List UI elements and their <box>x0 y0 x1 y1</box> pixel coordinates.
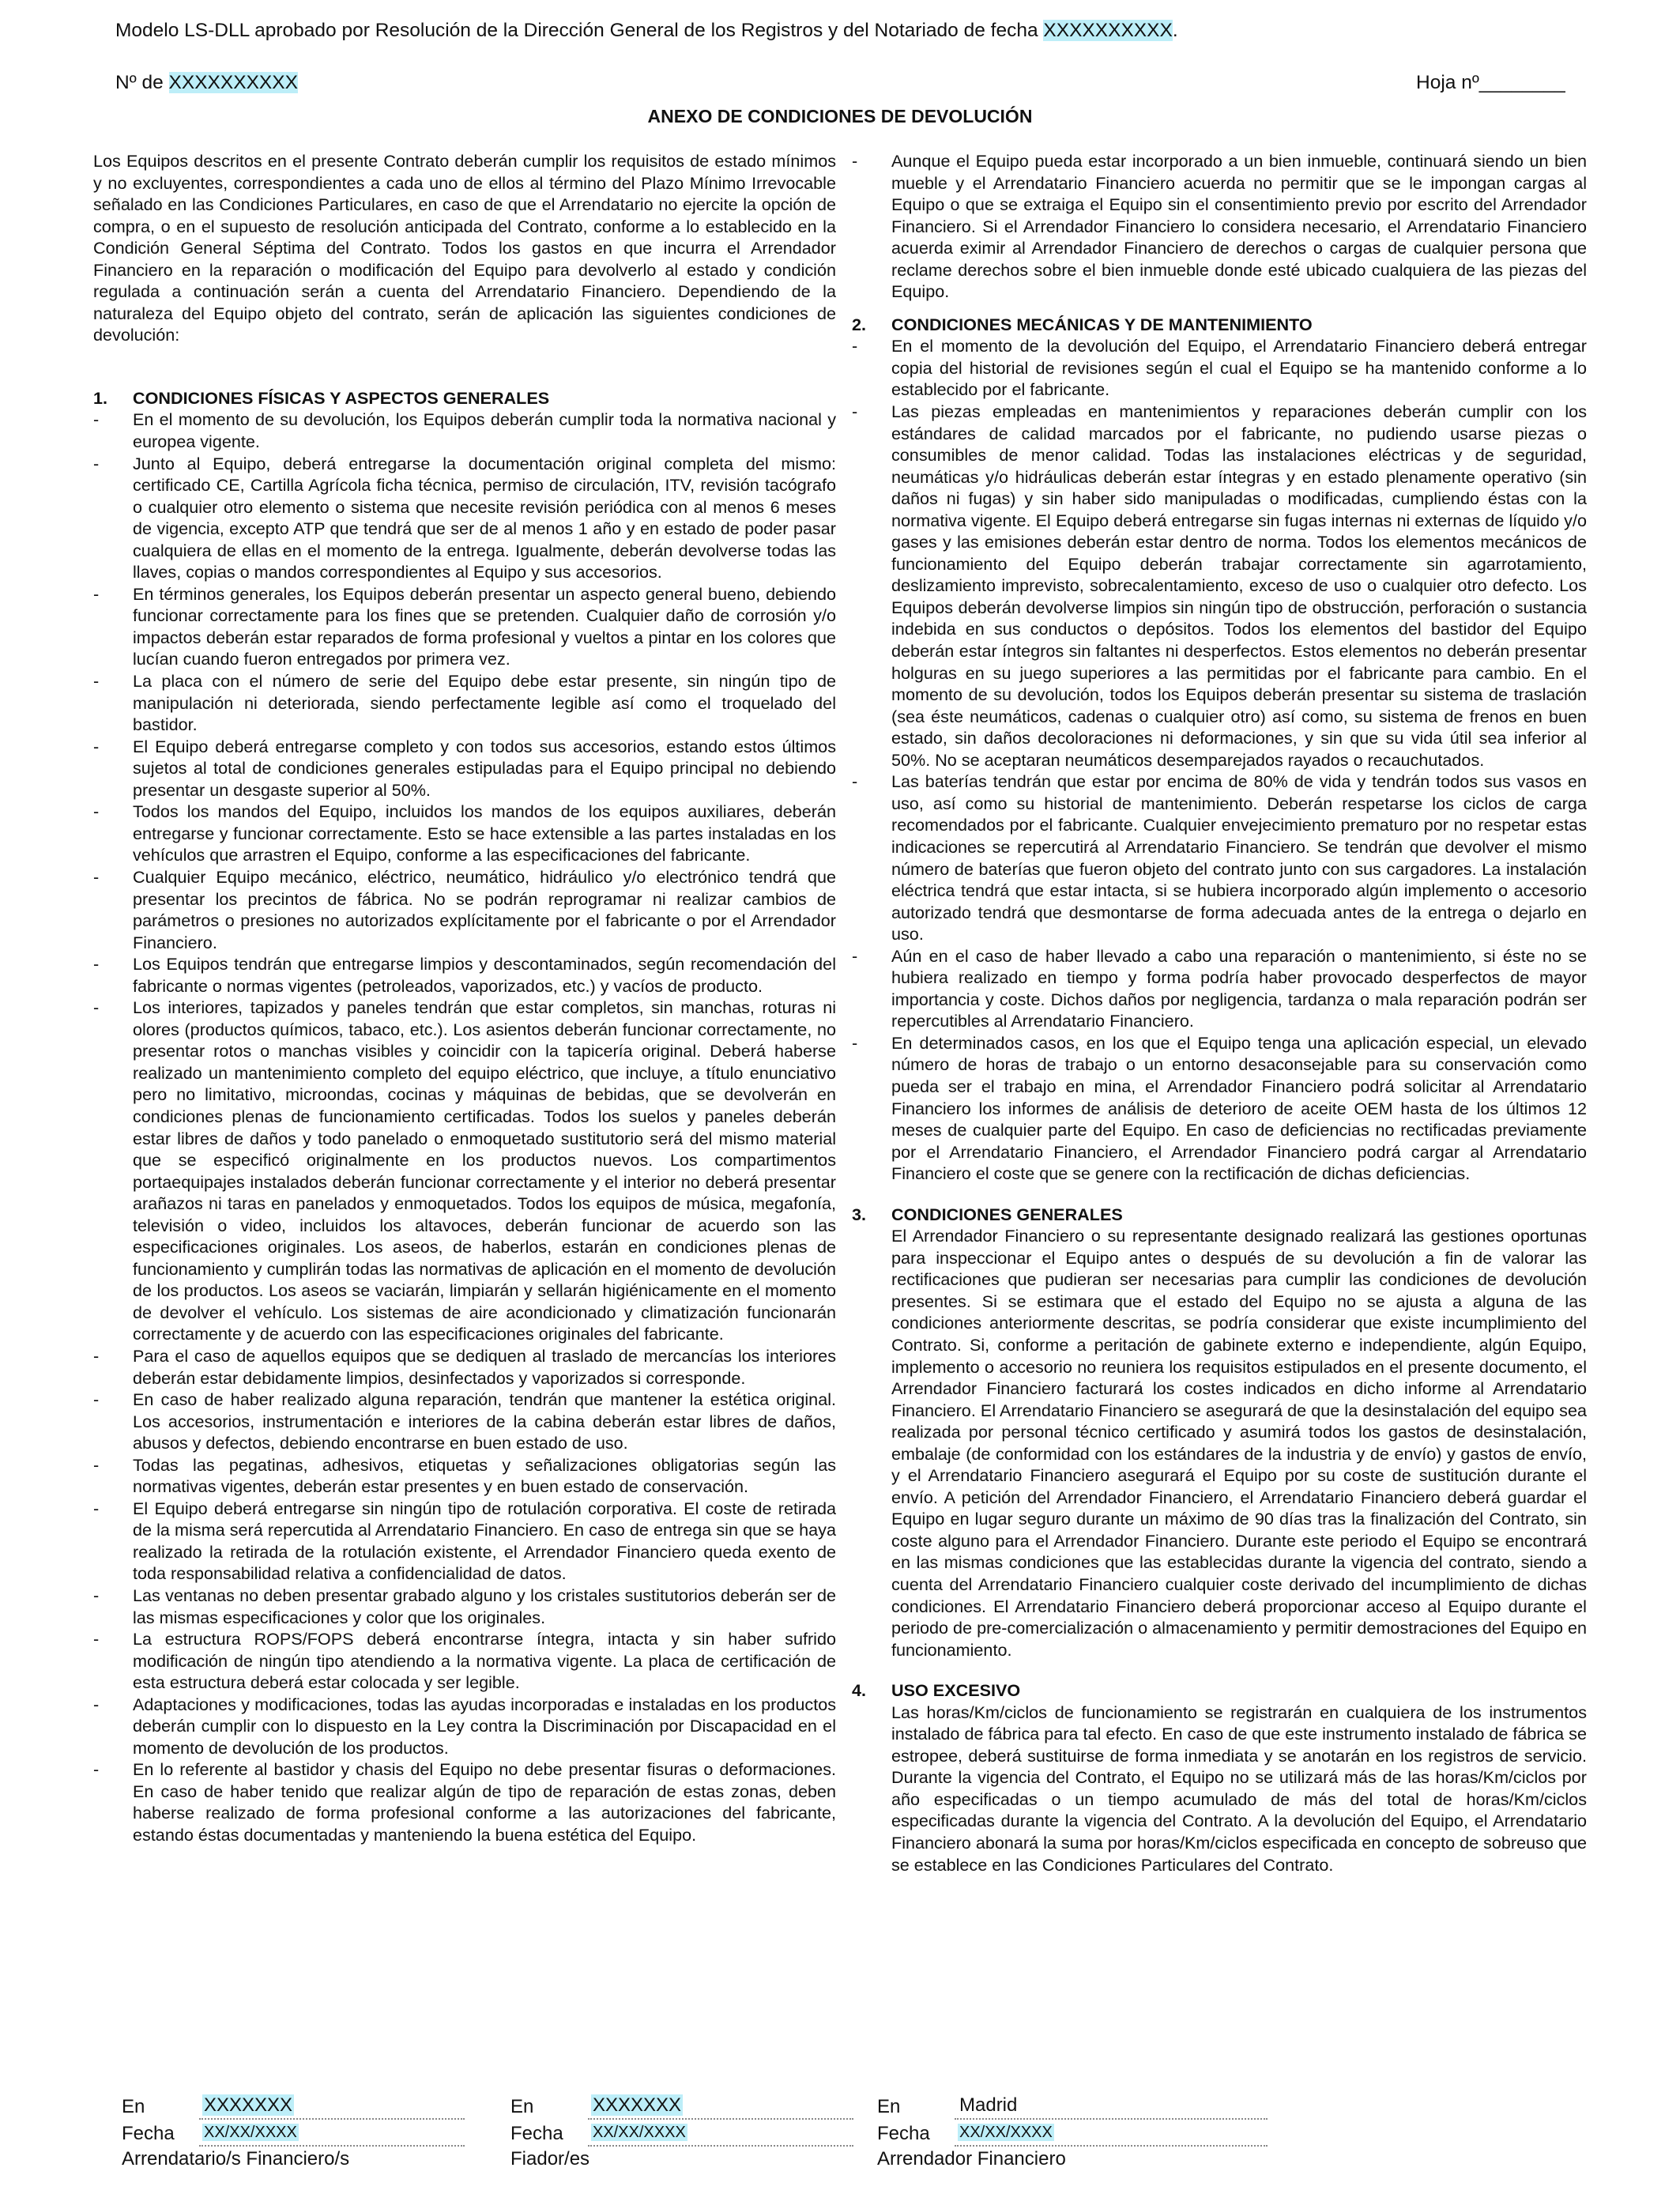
model-approval-text: Modelo LS-DLL aprobado por Resolución de la Dirección General de los Registros y del Notariado de fecha <box>115 20 1044 41</box>
list-item: - En términos generales, los Equipos deberán presentar un aspecto general bueno, debiendo funcionar correctamente para los fines que se pretenden. Cualquier daño de corrosión y/o impactos deberán estar reparados de forma profesional y vueltos a pintar en los colores que lucían cuando fueron entregados por primera vez. <box>93 583 836 670</box>
section-1-list <box>93 409 836 1845</box>
date-value: XX/XX/XXXX <box>593 2124 686 2141</box>
section-3-number: 3. <box>852 1204 867 1224</box>
sheet-number: Hoja nº________ <box>1416 72 1565 93</box>
list-item: - En determinados casos, en los que el Equipo tenga una aplicación especial, un elevado número de horas de trabajo o un entorno desaconsejable para su conservación como pueda ser el trabajo en mina, el Arrendador Financiero podrá solicitar al Arrendatario Financiero los informes de análisis de deterioro de aceite OEM hasta de los últimos 12 meses de cualquier parte del Equipo. En caso de deficiencias no rectificadas previamente por el Arrendatario Financiero, el Arrendador Financiero podrá cargar al Arrendatario Financiero el coste que se genere con la rectificación de dichas deficiencias. <box>852 1032 1587 1185</box>
signature-block-lessor <box>877 2093 1272 2172</box>
section-2-number: 2. <box>852 314 867 334</box>
place-field[interactable] <box>199 2093 465 2120</box>
page-title: ANEXO DE CONDICIONES DE DEVOLUCIÓN <box>647 106 1033 126</box>
list-item: - Todas las pegatinas, adhesivos, etiquetas y señalizaciones obligatorias según las normativas vigentes, deberán estar presentes y en buen estado de conservación. <box>93 1454 836 1498</box>
signature-block-guarantor <box>510 2093 858 2172</box>
model-approval-end: . <box>1172 20 1178 41</box>
section-2-title: CONDICIONES MECÁNICAS Y DE MANTENIMIENTO <box>891 314 1313 334</box>
section-4-heading <box>852 1679 1587 1702</box>
date-label: Fecha <box>510 2123 563 2144</box>
date-label: Fecha <box>122 2123 175 2144</box>
document-number <box>115 70 298 96</box>
place-field[interactable] <box>588 2093 853 2120</box>
date-value: XX/XX/XXXX <box>204 2124 297 2141</box>
date-field[interactable] <box>199 2120 465 2147</box>
list-item: - Las piezas empleadas en mantenimientos y reparaciones deberán cumplir con los estándares de calidad marcados por el fabricante, no pudiendo usarse piezas o consumibles de menor calidad. Todas las instalaciones eléctricas y de seguridad, neumáticas y/o hidráulicas deberán estar íntegras y en estado plenamente operativo (sin daños ni fugas) y sin haber sido manipuladas o modificadas, cumpliendo éstas con la normativa vigente. El Equipo deberá entregarse sin fugas internas ni externas de líquido y/o gases y las emisiones deberán estar dentro de norma. Todos los elementos mecánicos de funcionamiento del Equipo deberán trabajar correctamente sin agarrotamiento, deslizamiento imprevisto, sobrecalentamiento, exceso de uso o cualquier otro defecto. Los Equipos deberán devolverse limpios sin ningún tipo de obstrucción, perforación o sustancia indebida en sus conductos o depósitos. Todos los elementos del bastidor del Equipo deberán estar íntegros sin faltantes ni desperfectos. Estos elementos no deberán presentar holguras en su juego superiores a las permitidas por el fabricante para cambio. En el momento de su devolución, todos los Equipos deberán presentar su sistema de traslación (sea éste neumáticos, cadenas o cualquier otro) así como, su sistema de frenos en buen estado, sin daños decoloraciones ni deformaciones, y sin que su vida útil sea inferior al 50%. No se aceptaran neumáticos desemparejados rayados o recauchutados. <box>852 401 1587 771</box>
section-1-heading <box>93 387 836 409</box>
section-2-heading <box>852 314 1587 336</box>
section-2-list <box>852 335 1587 1184</box>
document-number-value: XXXXXXXXXX <box>168 72 298 93</box>
signer-role: Arrendador Financiero <box>877 2148 1066 2169</box>
place-value: Madrid <box>959 2094 1018 2116</box>
list-item: - El Equipo deberá entregarse sin ningún tipo de rotulación corporativa. El coste de retirada de la misma será repercutida al Arrendatario Financiero. En caso de entrega sin que se haya realizado la retirada de la rotulación existente, el Arrendador Financiero queda exento de toda responsabilidad relativa a confidencialidad de datos. <box>93 1498 836 1585</box>
left-column <box>93 150 836 1846</box>
list-item: - En lo referente al bastidor y chasis del Equipo no debe presentar fisuras o deformaciones. En caso de haber tenido que realizar algún de tipo de reparación de estas zonas, deben haberse realizado de forma profesional conforme a las autorizaciones del fabricante, estando éstas documentadas y manteniendo la buena estética del Equipo. <box>93 1759 836 1845</box>
place-value: XXXXXXX <box>593 2094 682 2116</box>
section-4-title: USO EXCESIVO <box>891 1680 1021 1701</box>
list-item: - Para el caso de aquellos equipos que se dediquen al traslado de mercancías los interiores deberán estar debidamente limpios, desinfectados y vaporizados si corresponde. <box>93 1345 836 1389</box>
place-label: En <box>877 2096 901 2117</box>
list-item: - Todos los mandos del Equipo, incluidos los mandos de los equipos auxiliares, deberán entregarse y funcionar correctamente. Esto se hace extensible a las partes instaladas en los vehículos que arrastren el Equipo, conforme a las especificaciones del fabricante. <box>93 801 836 866</box>
list-item: - Los Equipos tendrán que entregarse limpios y descontaminados, según recomendación del fabricante o normas vigentes (petroleados, vaporizados, etc.) y vacíos de producto. <box>93 953 836 997</box>
signature-block-lessee <box>122 2093 469 2172</box>
list-item: - El Equipo deberá entregarse completo y con todos sus accesorios, estando estos últimos sujetos al total de condiciones generales estipuladas para el Equipo principal no debiendo presentar un desgaste superior al 50%. <box>93 736 836 801</box>
list-item: - La estructura ROPS/FOPS deberá encontrarse íntegra, intacta y sin haber sufrido modificación de ningún tipo atendiendo a la normativa vigente. La placa de certificación de esta estructura deberá estar colocada y ser legible. <box>93 1628 836 1694</box>
model-approval-line <box>115 17 1617 44</box>
date-field[interactable] <box>955 2120 1268 2147</box>
section-1-title: CONDICIONES FÍSICAS Y ASPECTOS GENERALES <box>133 387 550 408</box>
signer-role: Fiador/es <box>510 2148 590 2169</box>
section-3-paragraph: El Arrendador Financiero o su representante designado realizará las gestiones oportunas para inspeccionar el Equipo antes o después de su devolución a fin de valorar las rectificaciones que pudieran ser necesarias para cumplir las condiciones de devolución presentes. Si se estimara que el estado del Equipo no se ajusta a alguna de las condiciones anteriormente descritas, se podría considerar que existe incumplimiento del Contrato. Si, conforme a peritación de gabinete externo e independiente, algún Equipo, implemento o accesorio no reuniera los requisitos estipulados en el presente documento, el Arrendador Financiero facturará los costes indicados en dicho informe al Arrendatario Financiero. El Arrendatario Financiero se asegurará de que la desinstalación del equipo sea realizada por personal técnico certificado y asumirá todos los gastos de desinstalación, embalaje (de conformidad con los estándares de la industria y de envío) y gastos de envío, y el Arrendatario Financiero asegurará el Equipo por su coste de sustitución durante el envío. A petición del Arrendador Financiero, el Arrendatario Financiero deberá guardar el Equipo en lugar seguro durante un máximo de 90 días tras la finalización del Contrato, sin coste alguno para el Arrendador Financiero. Durante este periodo el Equipo se encontrará en las mismas condiciones que las establecidas durante la vigencia del contrato, siendo a cuenta del Arrendatario Financiero cualquier coste derivado del incumplimiento de dichas condiciones. El Arrendatario Financiero deberá proporcionar acceso al Equipo durante el periodo de pre-comercialización o almacenamiento y permitir demostraciones del Equipo en funcionamiento. <box>891 1226 1587 1660</box>
place-label: En <box>510 2096 534 2117</box>
right-column <box>852 150 1587 1875</box>
place-field[interactable] <box>955 2093 1268 2120</box>
place-label: En <box>122 2096 145 2117</box>
list-item: - La placa con el número de serie del Equipo debe estar presente, sin ningún tipo de manipulación ni deteriorada, siendo perfectamente legible así como el troquelado del bastidor. <box>93 670 836 736</box>
section-3-heading <box>852 1204 1587 1226</box>
section-4-number: 4. <box>852 1680 867 1701</box>
continued-list <box>852 150 1587 303</box>
list-item: - Junto al Equipo, deberá entregarse la documentación original completa del mismo: certificado CE, Cartilla Agrícola ficha técnica, permiso de circulación, ITV, revisión tacógrafo o cualquier otro elemento o sistema que necesite revisión periódica con al menos 6 meses de vigencia, excepto ATP que tendrá que ser de al menos 1 año y en estado de poder pasar cualquiera de ellas en el momento de la entrega. Igualmente, deberán devolverse todas las llaves, copias o mandos correspondientes al Equipo y sus accesorios. <box>93 453 836 583</box>
list-item: - Adaptaciones y modificaciones, todas las ayudas incorporadas e instaladas en los productos deberán cumplir con lo dispuesto en la Ley contra la Discriminación por Discapacidad en el momento de devolución de los productos. <box>93 1694 836 1759</box>
list-item: - Aunque el Equipo pueda estar incorporado a un bien inmueble, continuará siendo un bien mueble y el Arrendatario Financiero acuerda no permitir que se le impongan cargas al Equipo o que se extraiga el Equipo sin el consentimiento previo por escrito del Arrendador Financiero. Si el Arrendador Financiero lo considera necesario, el Arrendatario Financiero acuerda eximir al Arrendador Financiero de derechos o cargas de cualquier persona que reclame derechos sobre el bien inmueble donde esté ubicado cualquiera de las piezas del Equipo. <box>852 150 1587 303</box>
place-value: XXXXXXX <box>204 2094 293 2116</box>
section-3-title: CONDICIONES GENERALES <box>891 1204 1123 1224</box>
signer-role: Arrendatario/s Financiero/s <box>122 2148 350 2169</box>
list-item: - Los interiores, tapizados y paneles tendrán que estar completos, sin manchas, roturas ni olores (productos químicos, tabaco, etc.). Los asientos deberán funcionar correctamente, no presentar rotos o manchas visibles y coincidir con la tapicería original. Deberá haberse realizado un mantenimiento completo del equipo eléctrico, que incluye, a título enunciativo pero no limitativo, microondas, cocinas y máquinas de bebidas, que se devolverán en condiciones plenas de funcionamiento certificadas. Todos los suelos y paneles deberán estar libres de daños y todo panelado o enmoquetado sustitutorio será del mismo material que se especificó originalmente en los productos nuevos. Los compartimentos portaequipajes instalados deberán funcionar correctamente y el interior no deberá presentar arañazos ni taras en panelados y enmoquetados. Todos los equipos de música, megafonía, televisión o video, incluidos los altavoces, deberán funcionar de acuerdo son las especificaciones originales. Los aseos, de haberlos, estarán en condiciones plenas de funcionamiento y cumplirán todas las normativas de aplicación en el momento de devolución de los productos. Los aseos se vaciarán, limpiarán y sellarán higiénicamente en el momento de devolver el vehículo. Los sistemas de aire acondicionado y climatización funcionarán correctamente y de acuerdo con las especificaciones originales del fabricante. <box>93 997 836 1345</box>
list-item: - Las ventanas no deben presentar grabado alguno y los cristales sustitutorios deberán ser de las mismas especificaciones y color que los originales. <box>93 1585 836 1628</box>
list-item: - Cualquier Equipo mecánico, eléctrico, neumático, hidráulico y/o electrónico tendrá que presentar los precintos de fábrica. No se podrán reprogramar ni realizar cambios de parámetros o presiones no autorizados explícitamente por el fabricante o por el Arrendador Financiero. <box>93 866 836 953</box>
list-item: - En el momento de su devolución, los Equipos deberán cumplir toda la normativa nacional y europea vigente. <box>93 409 836 452</box>
document-number-label: Nº de <box>115 72 169 93</box>
list-item: - Aún en el caso de haber llevado a cabo una reparación o mantenimiento, si éste no se hubiera realizado en tiempo y forma podría haber provocado desperfectos de mayor importancia y coste. Dichos daños por negligencia, tardanza o mala reparación podrán ser repercutibles al Arrendatario Financiero. <box>852 945 1587 1032</box>
list-item: - En el momento de la devolución del Equipo, el Arrendatario Financiero deberá entregar copia del historial de revisiones según el cual el Equipo se ha mantenido conforme a lo establecido por el fabricante. <box>852 335 1587 401</box>
list-item: - Las baterías tendrán que estar por encima de 80% de vida y tendrán todos sus vasos en uso, así como su historial de mantenimiento. Deberán respetarse los ciclos de carga recomendados por el fabricante. Cualquier envejecimiento prematuro por no respetar estas indicaciones se repercutirá al Arrendatario Financiero. Se tendrán que devolver el mismo número de baterías que fueron objeto del contrato junto con sus cargadores. La instalación eléctrica tendrá que estar intacta, si se hubiera incorporado algún implemento o accesorio autorizado tendrá que desmontarse de forma adecuada antes de la entrega o dejarlo en uso. <box>852 771 1587 944</box>
date-label: Fecha <box>877 2123 930 2144</box>
approval-date-field: XXXXXXXXXX <box>1043 20 1173 41</box>
section-1-number: 1. <box>93 387 108 408</box>
intro-paragraph: Los Equipos descritos en el presente Contrato deberán cumplir los requisitos de estado mínimos y no excluyentes, correspondientes a cada uno de ellos al término del Plazo Mínimo Irrevocable señalado en las Condiciones Particulares, en caso de que el Arrendatario no ejercite la opción de compra, o en el supuesto de resolución anticipada del Contrato, conforme a lo establecido en la Condición General Séptima del Contrato. Todos los gastos en que incurra el Arrendador Financiero en la reparación o modificación del Equipo para devolverlo al estado y condición regulada a continuación serán a cuenta del Arrendatario Financiero. Dependiendo de la naturaleza del Equipo objeto del contrato, serán de aplicación las siguientes condiciones de devolución: <box>93 151 836 345</box>
date-field[interactable] <box>588 2120 853 2147</box>
section-4-paragraph: Las horas/Km/ciclos de funcionamiento se registrarán en cualquiera de los instrumentos instalado de fábrica para tal efecto. En caso de que este instrumento instalado de fábrica se estropee, deberá sustituirse de forma inmediata y se anotarán en los registros de servicio. Durante la vigencia del Contrato, el Equipo no se utilizará más de las horas/Km/ciclos por año especificadas o un tiempo acumulado de más del total de horas/Km/ciclos especificadas durante la vigencia del Contrato. A la devolución del Equipo, el Arrendatario Financiero abonará la suma por horas/Km/ciclos especificada en concepto de sobreuso que se establece en las Condiciones Particulares del Contrato. <box>891 1702 1587 1875</box>
date-value: XX/XX/XXXX <box>959 2124 1053 2141</box>
list-item: - En caso de haber realizado alguna reparación, tendrán que mantener la estética original. Los accesorios, instrumentación e interiores de la cabina deberán estar libres de daños, abusos y defectos, debiendo encontrarse en buen estado de uso. <box>93 1389 836 1454</box>
